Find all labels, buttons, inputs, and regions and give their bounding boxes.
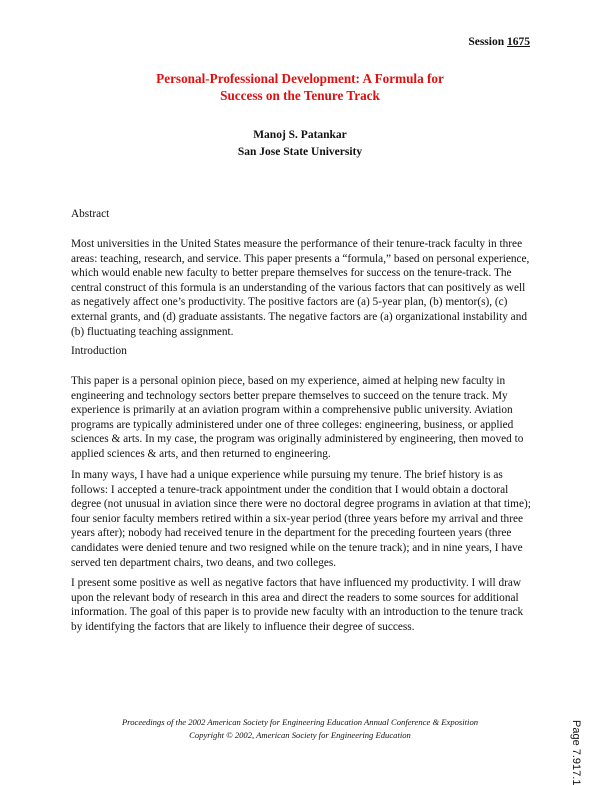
intro-paragraph-2: In many ways, I have had a unique experience while pursuing my tenure. The brief history is as follows: I accepted a tenure-track appointment under the condition that I would obtain a doctoral degree (not unusual in aviation since there were no doctoral degree programs in aviation at that time); four senior faculty members retired within a six-year period (three years before my arrival and three years after); nobody had received tenure in the department for the preceding fourteen years (three candidates were denied tenure and two resigned while on the tenure track); and in nine years, I have served ten department chairs, two deans, and two colleges. <box>71 469 531 569</box>
author-affiliation: San Jose State University <box>237 146 363 158</box>
intro-paragraph-2-block <box>71 468 531 570</box>
session-label <box>468 36 530 48</box>
abstract-paragraph: Most universities in the United States measure the performance of their tenure-track faculty in three areas: teaching, research, and service. This paper presents a “formula,” based on personal experience, which would enable new faculty to better prepare themselves for success on the tenure-track. The central construct of this formula is an understanding of the various factors that can positively as well as negatively affect one’s productivity. The positive factors are (a) 5-year plan, (b) mentor(s), (c) external grants, and (d) graduate assistants. The negative factors are (a) organizational instability and (b) fluctuating teaching assignment. <box>71 238 530 338</box>
page-number: Page 7.917.1 <box>570 720 582 785</box>
intro-paragraph-3: I present some positive as well as negative factors that have influenced my productivity. I will draw upon the relevant body of research in this area and direct the readers to some sources for additional information. The goal of this paper is to provide new faculty with an introduction to the tenure track by identifying the factors that are likely to influence their degree of success. <box>71 577 524 633</box>
intro-paragraph-1-block <box>71 374 531 462</box>
session-number: 1675 <box>507 36 530 48</box>
author-name: Manoj S. Patankar <box>253 129 347 141</box>
title-line-1: Personal-Professional Development: A Formula for <box>156 71 444 86</box>
intro-paragraph-3-block <box>71 576 531 634</box>
title-line-2: Success on the Tenure Track <box>220 88 380 103</box>
abstract-body <box>71 237 531 339</box>
session-word: Session <box>468 36 505 48</box>
footer-copyright: Copyright © 2002, American Society for Engineering Education <box>189 730 411 740</box>
abstract-heading: Abstract <box>71 208 110 220</box>
introduction-heading: Introduction <box>71 345 127 357</box>
paper-title <box>0 70 600 104</box>
author-block <box>0 127 600 161</box>
footer-proceedings: Proceedings of the 2002 American Society for Engineering Education Annual Conference & Exposition <box>121 717 479 727</box>
page-footer <box>0 716 600 742</box>
intro-paragraph-1: This paper is a personal opinion piece, based on my experience, aimed at helping new faculty in engineering and technology sectors better prepare themselves to succeed on the tenure track. My experience is primarily at an aviation program within a comprehensive public university. Aviation programs are typically administered under one of three colleges: engineering, business, or applied sciences & arts. In my case, the program was originally administered by engineering, then moved to applied sciences & arts, and then returned to engineering. <box>71 375 524 460</box>
